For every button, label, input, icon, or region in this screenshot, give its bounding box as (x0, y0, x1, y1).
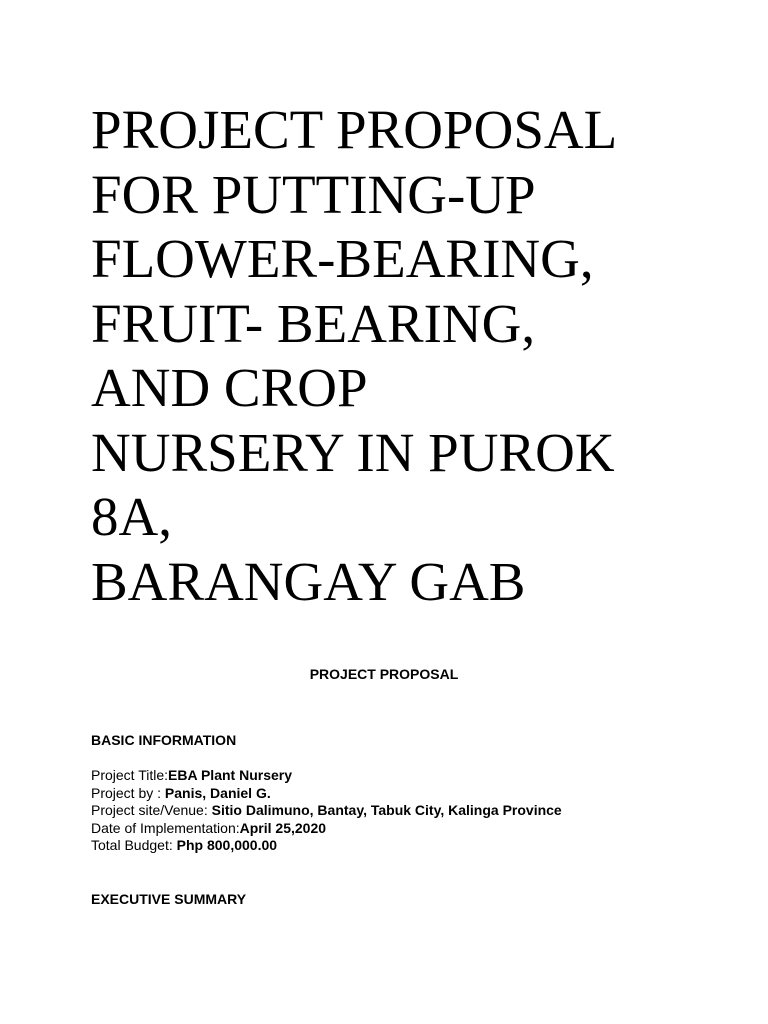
title-line: AND CROP (91, 357, 368, 418)
info-value: Sitio Dalimuno, Bantay, Tabuk City, Kalinga Province (211, 802, 562, 818)
info-label: Project Title: (91, 767, 169, 783)
title-line: BARANGAY GAB (91, 550, 526, 612)
info-value: EBA Plant Nursery (168, 767, 292, 783)
info-item-project-site (91, 802, 562, 820)
executive-summary-heading: EXECUTIVE SUMMARY (91, 891, 247, 907)
info-value: Php 800,000.00 (176, 837, 278, 853)
info-label: Project by : (91, 784, 165, 801)
info-label: Date of Implementation: (91, 819, 240, 836)
info-item-project-title (91, 767, 562, 785)
title-line: FOR PUTTING-UP (91, 163, 536, 225)
info-item-project-by (91, 785, 562, 803)
info-label: Total Budget: (91, 837, 177, 853)
title-line: FRUIT- BEARING, (91, 292, 536, 354)
title-line: 8A, (91, 486, 172, 547)
document-title (91, 98, 751, 614)
title-line: PROJECT PROPOSAL (91, 99, 618, 160)
document-subtitle: PROJECT PROPOSAL (309, 666, 459, 682)
info-item-total-budget (91, 837, 562, 855)
title-line: FLOWER-BEARING, (91, 228, 594, 289)
basic-information-list (91, 767, 562, 855)
title-line: NURSERY IN PUROK (91, 421, 615, 483)
basic-information-heading: BASIC INFORMATION (91, 732, 237, 748)
info-value: Panis, Daniel G. (164, 784, 271, 801)
info-item-date-of-implementation (91, 820, 562, 838)
info-value: April 25,2020 (239, 819, 327, 836)
info-label: Project site/Venue: (91, 802, 212, 818)
